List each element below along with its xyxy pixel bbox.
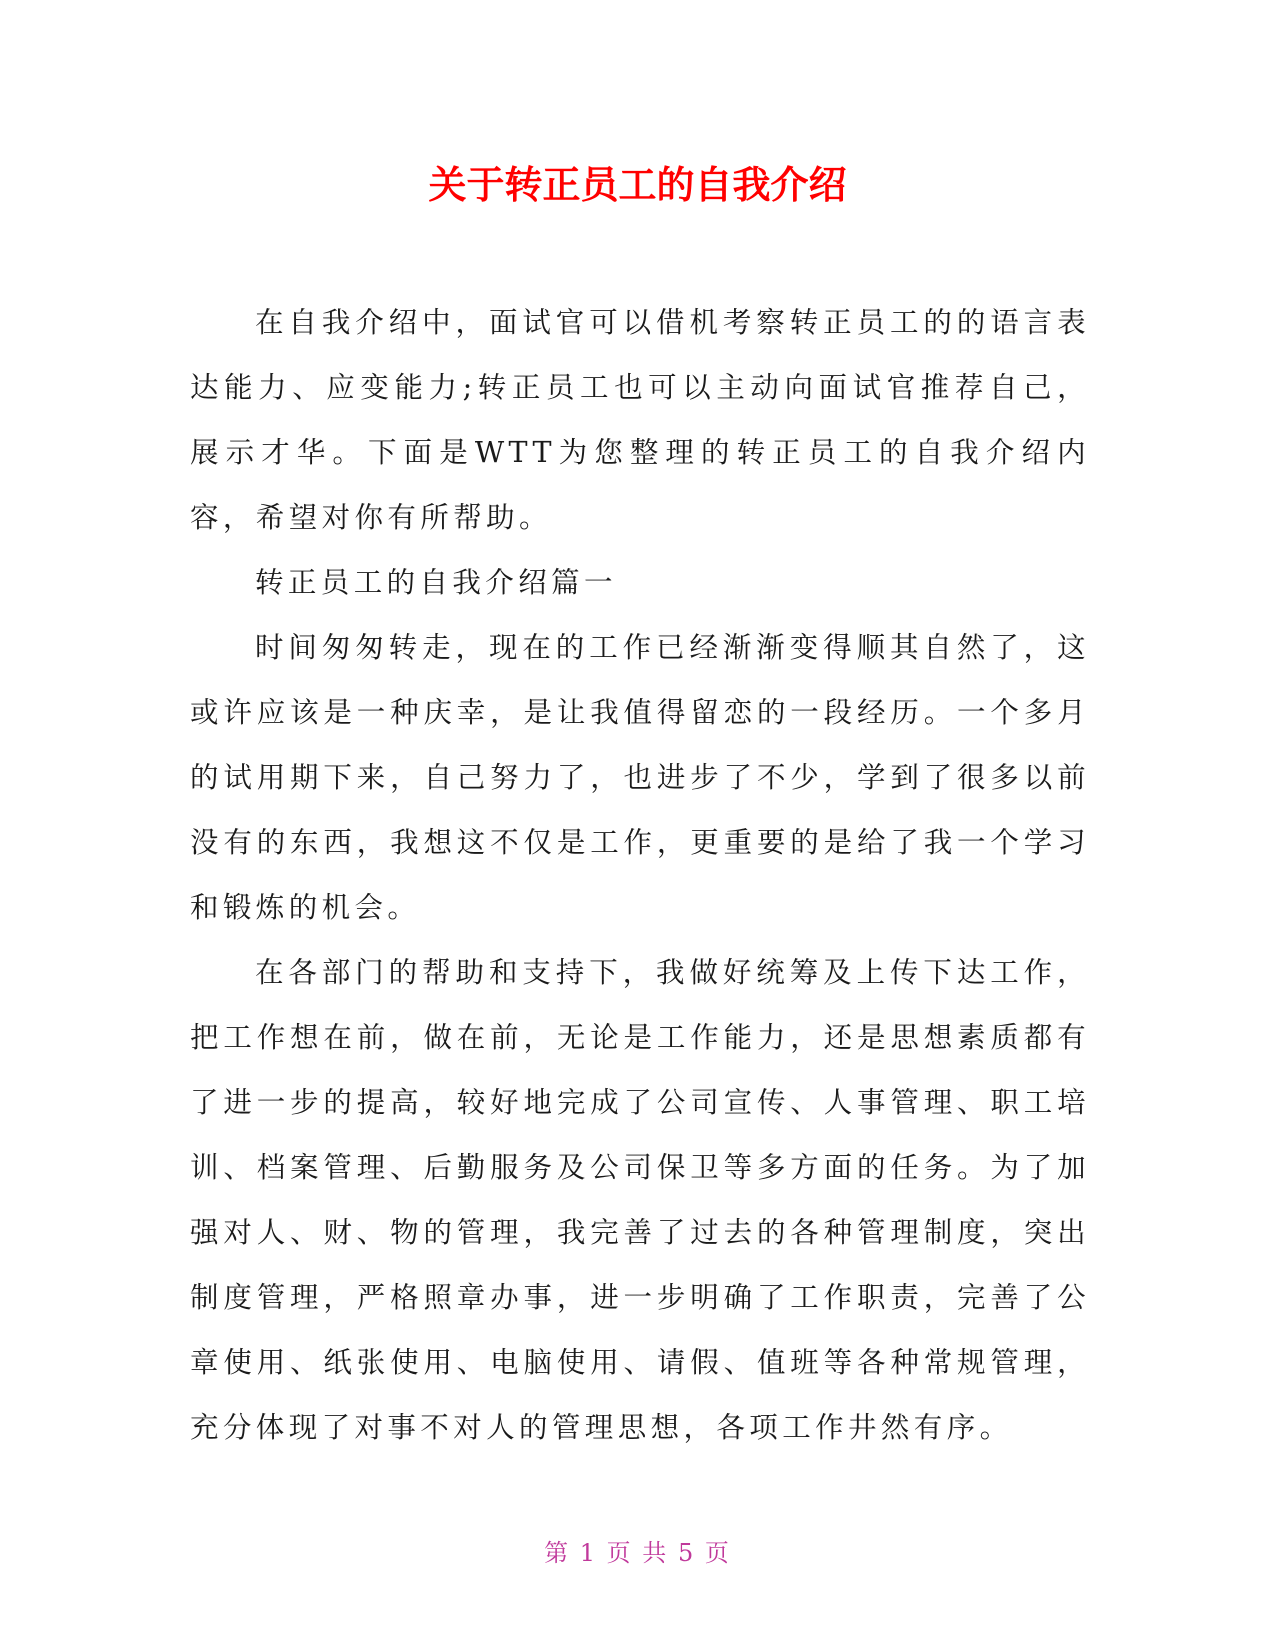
paragraph-second: 在各部门的帮助和支持下，我做好统筹及上传下达工作，把工作想在前，做在前，无论是工作能力，还是思想素质都有了进一步的提高，较好地完成了公司宣传、人事管理、职工培训、档案管理、后勤服务及公司保卫等多方面的任务。为了加强对人、财、物的管理，我完善了过去的各种管理制度，突出制度管理，严格照章办事，进一步明确了工作职责，完善了公章使用、纸张使用、电脑使用、请假、值班等各种常规管理，充分体现了对事不对人的管理思想，各项工作井然有序。 [190, 956, 1090, 1444]
document-title: 关于转正员工的自我介绍 [428, 163, 847, 207]
paragraph-first: 时间匆匆转走，现在的工作已经渐渐变得顺其自然了，这或许应该是一种庆幸，是让我值得留恋的一段经历。一个多月的试用期下来，自己努力了，也进步了不少，学到了很多以前没有的东西，我想这不仅是工作，更重要的是给了我一个学习和锻炼的机会。 [190, 631, 1090, 924]
paragraph-intro: 在自我介绍中，面试官可以借机考察转正员工的的语言表达能力、应变能力;转正员工也可以主动向面试官推荐自己，展示才华。下面是WTT为您整理的转正员工的自我介绍内容，希望对你有所帮助。 [190, 306, 1090, 534]
section-heading: 转正员工的自我介绍篇一 [255, 566, 617, 599]
page-footer: 第 1 页 共 5 页 [544, 1539, 731, 1567]
document-body [190, 290, 1090, 1460]
